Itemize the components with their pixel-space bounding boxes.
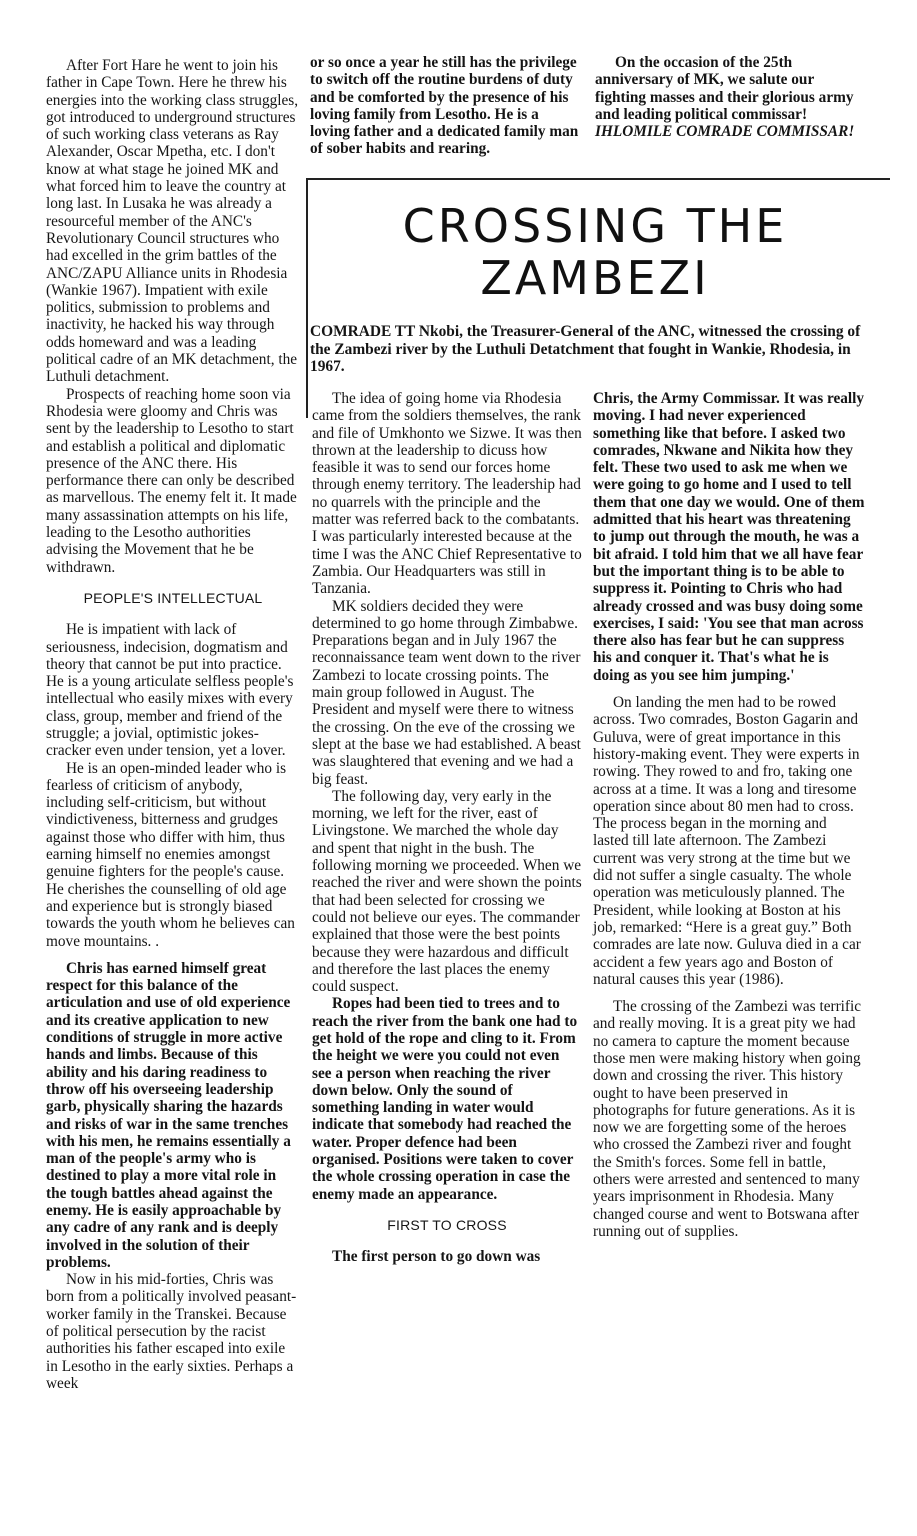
article-lead: COMRADE TT Nkobi, the Treasurer-General of the ANC, witnessed the crossing of the Zambezi river by the Luthuli Detatchment that fought in Wankie, Rhodesia, in 1967. [310, 323, 861, 376]
col1-paragraph-3: He is impatient with lack of seriousness, indecision, dogmatism and theory that cannot be put into practice. He is a young articulate selfless people's intellectual who easily mixes with every class, group, member and friend of the struggle; a jovial, optimistic jokes-cracker even under tension, yet a lover. [46, 621, 294, 760]
section-heading-first-to-cross: FIRST TO CROSS [387, 1216, 507, 1233]
col3-top-italic: IHLOMILE COMRADE COMMISSAR! [595, 123, 855, 141]
col3-top-text: On the occasion of the 25th anniversary of MK, we salute our fighting masses and their glorious army and leading political commissar! [595, 54, 854, 123]
article-title-line-2: ZAMBEZI [480, 251, 710, 305]
col1-paragraph-5: Chris has earned himself great respect for this balance of the articulation and use of old experience and its creative application to new conditions of struggle in more active hands and limbs. Because of this ability and his daring readiness to throw off his overseeing leadership garb, physically sharing the hazards and risks of war in the same trenches with his men, he remains essentially a man of the people's army who is destined to play a more vital role in the tough battles ahead against the enemy. He is easily approachable by any cadre of any rank and is deeply involved in the solution of their problems. [46, 959, 291, 1271]
article-paragraph-2: MK soldiers decided they were determined to go home through Zimbabwe. Preparations began and in July 1967 the reconnaissance team went down to the river Zambezi to locate crossing points. The main group followed in August. The President and myself were there to witness the crossing. On the eve of the crossing we slept at the base we had established. A beast was slaughtered that evening and we had a big feast. [312, 597, 581, 788]
column-middle-top [310, 54, 580, 158]
article-column-middle [312, 390, 582, 1266]
section-heading-peoples-intellectual: PEOPLE'S INTELLECTUAL [83, 589, 263, 606]
article-paragraph-8: The crossing of the Zambezi was terrific and really moving. It is a great pity we had no camera to capture the moment because those men were making history when going down and crossing the river. This history ought to have been preserved in photographs for future generations. As it is now we are forgetting some of the heroes who crossed the Zambezi river and fought the Smith's forces. Some fell in battle, others were arrested and sentenced to many years imprisonment in Rhodesia. Many changed course and went to Botswana after running out of supplies. [593, 998, 862, 1240]
article-title [300, 200, 890, 304]
col1-paragraph-6: Now in his mid-forties, Chris was born from a politically involved peasant-worker family in the Transkei. Because of political persecution by the racist authorities his father escaped into exile in Lesotho in the early sixties. Perhaps a week [46, 1271, 297, 1392]
article-paragraph-3: The following day, very early in the morning, we left for the river, east of Livingstone. We marched the whole day and spent that night in the bush. The following morning we proceeded. When we reached the river and were shown the points that had been selected for crossing we could not believe our eyes. The commander explained that those were the best points because they were hazardous and difficult and therefore the last places the enemy could suspect. [312, 787, 582, 996]
article-paragraph-1: The idea of going home via Rhodesia came from the soldiers themselves, the rank and file of Umkhonto we Sizwe. It was then thrown at the leadership to dicuss how feasible it was to send our forces home through enemy territory. The leadership had no quarrels with the principle and the matter was referred back to the combatants. I was particularly interested because at the time I was the ANC Chief Representative to Zambia. Our Headquarters was still in Tanzania. [312, 390, 582, 598]
col1-paragraph-2: Prospects of reaching home soon via Rhodesia were gloomy and Chris was sent by the leadership to Lesotho to start and establish a political and diplomatic presence of the ANC there. His performance there can only be described as marvellous. The enemy felt it. It made many assassination attempts on his life, leading to the Lesotho authorities advising the Movement that he be withdrawn. [46, 385, 297, 576]
column-left [46, 57, 300, 1392]
col2-top-paragraph: or so once a year he still has the privilege to switch off the routine burdens of duty and be comforted by the presence of his loving family from Lesotho. He is a loving father and a dedicated family man of sober habits and rearing. [310, 54, 579, 158]
column-right-top [595, 54, 863, 140]
article-paragraph-5: The first person to go down was [332, 1248, 541, 1266]
col3-top-paragraph [595, 54, 863, 140]
article-column-right [593, 390, 865, 1240]
article-paragraph-6: Chris, the Army Commissar. It was really moving. I had never experienced something like that before. I asked two comrades, Nkwane and Nikita how they felt. These two used to ask me when we were going to go home and I used to tell them that one day we would. One of them admitted that his heart was threatening to jump out through the mouth, he was a bit afraid. I told him that we all have fear but the important thing is to be able to suppress it. Pointing to Chris who had already crossed and was busy doing some exercises, I said: 'You see that man across there also has fear but he can suppress his and conquer it. That's what he is doing as you see him jumping.' [593, 390, 865, 684]
col1-paragraph-1: After Fort Hare he went to join his father in Cape Town. Here he threw his energies into the working class struggles, got introduced to underground structures of such working class veterans as Ray Alexander, Oscar Mpetha, etc. I don't know at what stage he joined MK and what forced him to leave the country at long last. In Lusaka he was already a resourceful member of the ANC's Revolutionary Council structures who had excelled in the grim battles of the ANC/ZAPU Alliance units in Rhodesia (Wankie 1967). Impatient with exile politics, submission to problems and inactivity, he hacked his way through odds homeward and was a leading political cadre of an MK detachment, the Luthuli detachment. [46, 57, 299, 386]
col1-paragraph-4: He is an open-minded leader who is fearless of criticism of anybody, including self-criticism, but without vindictiveness, bitterness and grudges against those who differ with him, thus earning himself no enemies amongst genuine fighters for the people's cause. He cherishes the counselling of old age and experience but is strongly biased towards the youth whom he believes can move mountains. . [46, 759, 295, 950]
article-paragraph-7: On landing the men had to be rowed across. Two comrades, Boston Gagarin and Guluva, were of great importance in this history-making event. They were experts in rowing. They rowed to and fro, taking one across at a time. It was a long and tiresome operation since about 80 men had to cross. The process began in the morning and lasted till late afternoon. The Zambezi current was very strong at the time but we did not suffer a single casualty. The whole operation was meticulously planned. The President, while looking at Boston at his job, remarked: “Here is a great guy.” Both comrades are late now. Guluva died in a car accident a few years ago and Boston of natural causes this year (1986). [593, 694, 861, 988]
article-paragraph-4: Ropes had been tied to trees and to reach the river from the bank one had to get hold of the rope and cling to it. From the height we were you could not even see a person when reaching the river down below. Only the sound of something landing in water would indicate that somebody had reached the water. Proper defence had been organised. Positions were taken to cover the whole crossing operation in case the enemy made an appearance. [312, 995, 578, 1203]
article-title-line-1: CROSSING THE [402, 199, 788, 253]
